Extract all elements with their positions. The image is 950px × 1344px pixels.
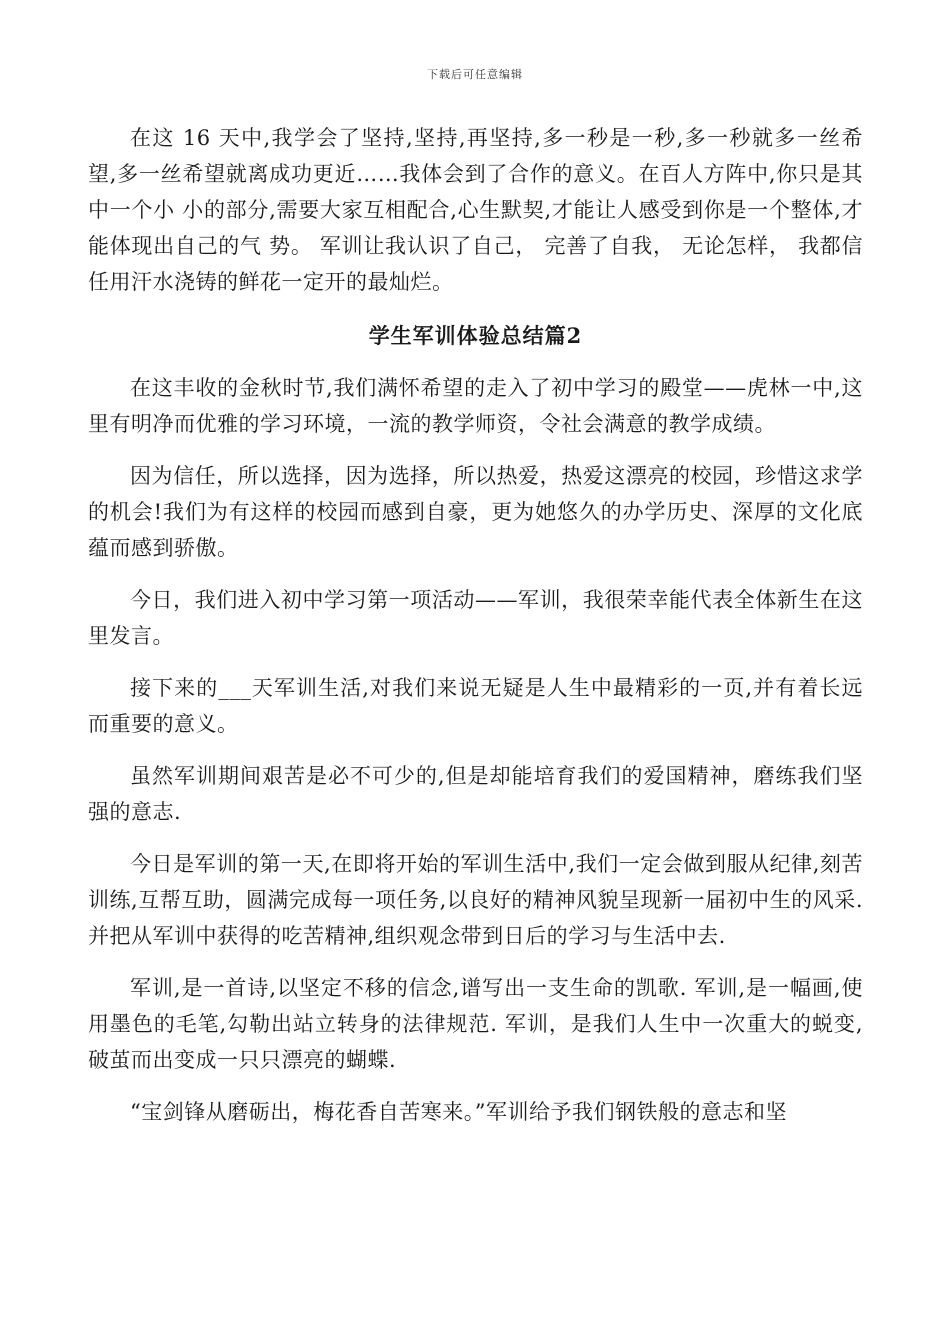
page-header: 下载后可任意编辑 <box>427 68 523 81</box>
paragraph: 今日，我们进入初中学习第一项活动——军训，我很荣幸能代表全体新生在这里发言。 <box>88 588 863 648</box>
document-body <box>88 120 863 1130</box>
paragraph: “宝剑锋从磨砺出，梅花香自苦寒来。”军训给予我们钢铁般的意志和坚 <box>130 1100 787 1124</box>
paragraph: 接下来的___天军训生活,对我们来说无疑是人生中最精彩的一页,并有着长远而重要的意义。 <box>88 676 863 736</box>
paragraph: 虽然军训期间艰苦是必不可少的,但是却能培育我们的爱国精神，磨练我们坚强的意志. <box>88 764 863 824</box>
paragraph: 军训,是一首诗,以坚定不移的信念,谱写出一支生命的凯歌. 军训,是一幅画,使用墨色的毛笔,勾勒出站立转身的法律规范. 军训，是我们人生中一次重大的蜕变,破茧而出变成一只只漂亮的蝴蝶. <box>88 976 863 1072</box>
paragraph: 在这 16 天中,我学会了坚持,坚持,再坚持,多一秒是一秒,多一秒就多一丝希 望,多一丝希望就离成功更近……我体会到了合作的意义。在百人方阵中,你只是其中一个小 小的部分,需要大家互相配合,心生默契,才能让人感受到你是一个整体,才能体现出自己的气 势。 军训让我认识了自己， 完善了自我， 无论怎样， 我都信任用汗水浇铸的鲜花一定开的最灿烂。 <box>88 126 863 294</box>
paragraph: 今日是军训的第一天,在即将开始的军训生活中,我们一定会做到服从纪律,刻苦训练,互帮互助，圆满完成每一项任务,以良好的精神风貌呈现新一届初中生的风采.并把从军训中获得的吃苦精神,组织观念带到日后的学习与生活中去. <box>88 852 863 948</box>
paragraph: 因为信任，所以选择，因为选择，所以热爱，热爱这漂亮的校园，珍惜这求学的机会!我们为有这样的校园而感到自豪，更为她悠久的办学历史、深厚的文化底蕴而感到骄傲。 <box>88 464 863 560</box>
section-title: 学生军训体验总结篇2 <box>368 323 583 348</box>
paragraph: 在这丰收的金秋时节,我们满怀希望的走入了初中学习的殿堂——虎林一中,这里有明净而优雅的学习环境，一流的教学师资，令社会满意的教学成绩。 <box>88 376 863 436</box>
